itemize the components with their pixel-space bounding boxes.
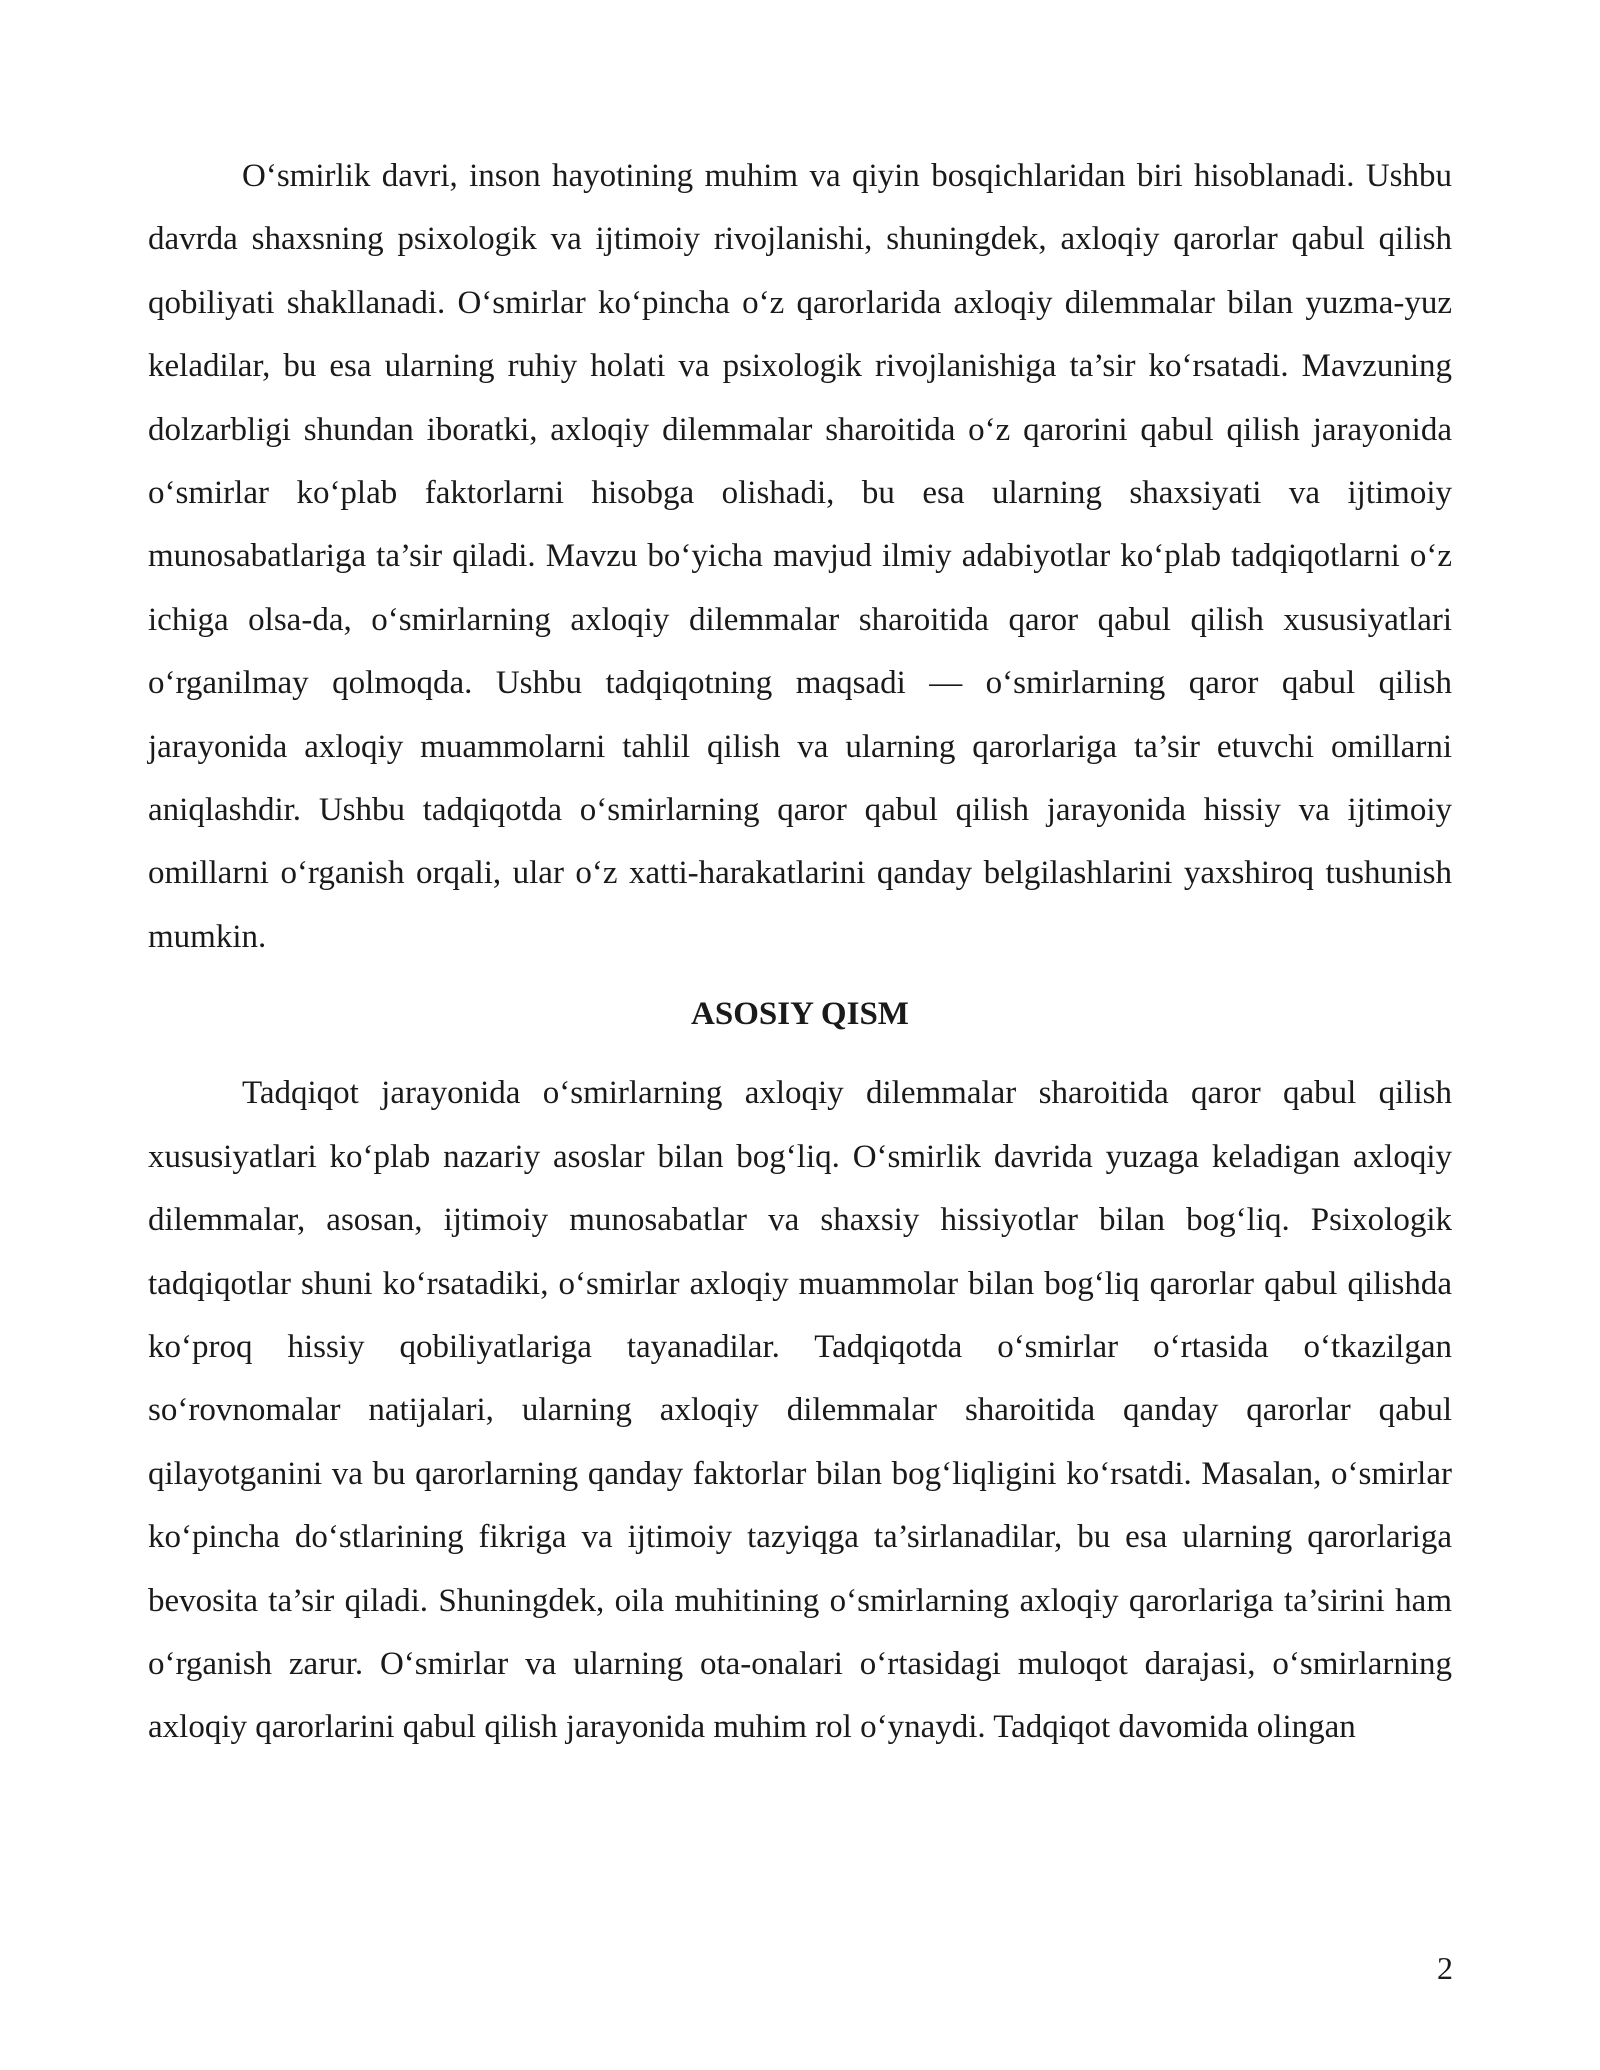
main-paragraph: Tadqiqot jarayonida o‘smirlarning axloqiy dilemmalar sharoitida qaror qabul qilish xususiyatlari ko‘plab nazariy asoslar bilan bog‘liq. O‘smirlik davrida yuzaga keladigan axloqiy dilemmalar, asosan, ijtimoiy munosabatlar va shaxsiy hissiyotlar bilan bog‘liq. Psixologik tadqiqotlar shuni ko‘rsatadiki, o‘smirlar axloqiy muammolar bilan bog‘liq qarorlar qabul qilishda ko‘proq hissiy qobiliyatlariga tayanadilar. Tadqiqotda o‘smirlar o‘rtasida o‘tkazilgan so‘rovnomalar natijalari, ularning axloqiy dilemmalar sharoitida qanday qarorlar qabul qilayotganini va bu qarorlarning qanday faktorlar bilan bog‘liqligini ko‘rsatdi. Masalan, o‘smirlar ko‘pincha do‘stlarining fikriga va ijtimoiy tazyiqga ta’sirlanadilar, bu esa ularning qarorlariga bevosita ta’sir qiladi. Shuningdek, oila muhitining o‘smirlarning axloqiy qarorlariga ta’sirini ham o‘rganish zarur. O‘smirlar va ularning ota-onalari o‘rtasidagi muloqot darajasi, o‘smirlarning axloqiy qarorlarini qabul qilish jarayonida muhim rol o‘ynaydi. Tadqiqot davomida olingan	[148, 1075, 1452, 1746]
intro-paragraph: O‘smirlik davri, inson hayotining muhim va qiyin bosqichlaridan biri hisoblanadi. Ushbu davrda shaxsning psixologik va ijtimoiy rivojlanishi, shuningdek, axloqiy qarorlar qabul qilish qobiliyati shakllanadi. O‘smirlar ko‘pincha o‘z qarorlarida axloqiy dilemmalar bilan yuzma-yuz keladilar, bu esa ularning ruhiy holati va psixologik rivojlanishiga ta’sir ko‘rsatadi. Mavzuning dolzarbligi shundan iboratki, axloqiy dilemmalar sharoitida o‘z qarorini qabul qilish jarayonida o‘smirlar ko‘plab faktorlarni hisobga olishadi, bu esa ularning shaxsiyati va ijtimoiy munosabatlariga ta’sir qiladi. Mavzu bo‘yicha mavjud ilmiy adabiyotlar ko‘plab tadqiqotlarni o‘z ichiga olsa-da, o‘smirlarning axloqiy dilemmalar sharoitida qaror qabul qilish xususiyatlari o‘rganilmay qolmoqda. Ushbu tadqiqotning maqsadi — o‘smirlarning qaror qabul qilish jarayonida axloqiy muammolarni tahlil qilish va ularning qarorlariga ta’sir etuvchi omillarni aniqlashdir. Ushbu tadqiqotda o‘smirlarning qaror qabul qilish jarayonida hissiy va ijtimoiy omillarni o‘rganish orqali, ular o‘z xatti-harakatlarini qanday belgilashlarini yaxshiroq tushunish mumkin.	[148, 158, 1452, 955]
document-page	[148, 145, 1452, 1760]
page-number: 2	[1437, 1950, 1453, 1986]
section-heading: ASOSIY QISM	[691, 996, 909, 1033]
